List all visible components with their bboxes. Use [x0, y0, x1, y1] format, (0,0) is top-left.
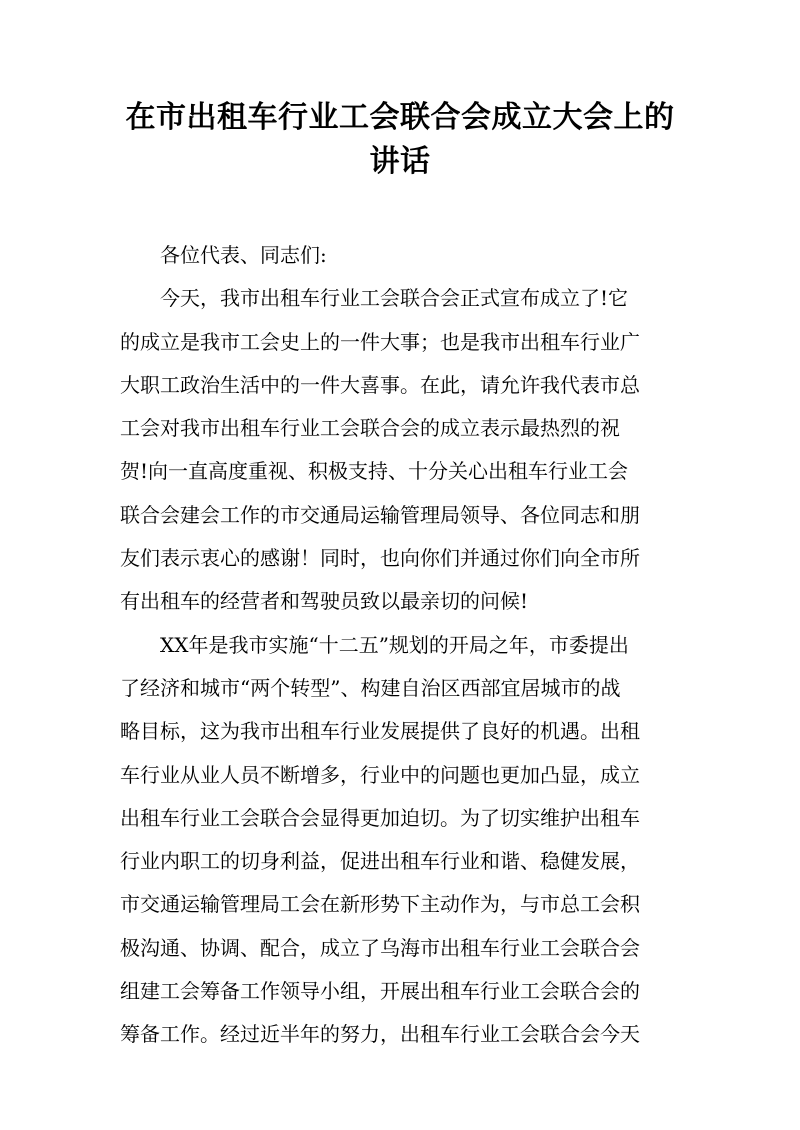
paragraph-line: 工会对我市出租车行业工会联合会的成立表示最热烈的祝 [120, 416, 620, 441]
paragraph-line: 组建工会筹备工作领导小组，开展出租车行业工会联合会的 [120, 979, 640, 1004]
paragraph-line: 友们表示衷心的感谢！同时，也向你们并通过你们向全市所 [120, 546, 640, 571]
paragraph-2 [120, 624, 680, 1057]
paragraph-line: 了经济和城市“两个转型”、构建自治区西部宜居城市的战 [120, 675, 621, 700]
paragraph-line: 今天，我市出租车行业工会联合会正式宣布成立了!它 [160, 286, 629, 311]
document-title [100, 96, 700, 184]
salutation: 各位代表、同志们: [160, 243, 327, 267]
paragraph-1 [120, 277, 680, 623]
title-line-2: 讲话 [369, 144, 431, 179]
paragraph-line: 筹备工作。经过近半年的努力，出租车行业工会联合会今天 [120, 1022, 640, 1047]
paragraph-line: XX年是我市实施“十二五”规划的开局之年，市委提出 [160, 632, 629, 657]
paragraph-line: 行业内职工的切身利益，促进出租车行业和谐、稳健发展， [120, 849, 640, 874]
document-body [120, 234, 680, 1057]
paragraph-line: 极沟通、协调、配合，成立了乌海市出租车行业工会联合会 [120, 935, 640, 960]
paragraph-line: 大职工政治生活中的一件大喜事。在此，请允许我代表市总 [120, 372, 640, 397]
paragraph-line: 贺!向一直高度重视、积极支持、十分关心出租车行业工会 [120, 459, 629, 484]
title-line-1: 在市出租车行业工会联合会成立大会上的 [125, 100, 675, 135]
paragraph-line: 略目标，这为我市出租车行业发展提供了良好的机遇。出租 [120, 719, 640, 744]
paragraph-line: 联合会建会工作的市交通局运输管理局领导、各位同志和朋 [120, 502, 640, 527]
paragraph-line: 出租车行业工会联合会显得更加迫切。为了切实维护出租车 [120, 805, 640, 830]
paragraph-line: 有出租车的经营者和驾驶员致以最亲切的问候! [120, 589, 529, 614]
paragraph-line: 市交通运输管理局工会在新形势下主动作为，与市总工会积 [120, 892, 640, 917]
paragraph-line: 车行业从业人员不断增多，行业中的问题也更加凸显，成立 [120, 762, 640, 787]
paragraph-line: 的成立是我市工会史上的一件大事；也是我市出租车行业广 [120, 329, 640, 354]
